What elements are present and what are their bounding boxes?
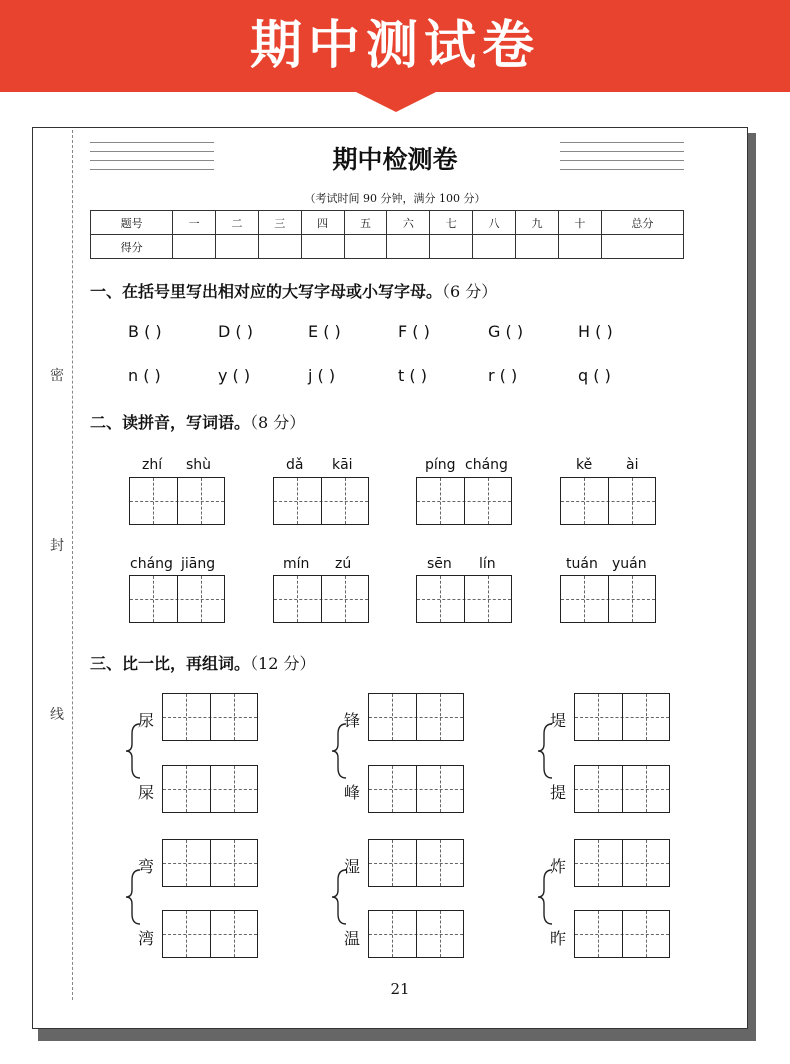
score-cell [258, 235, 301, 259]
letter-item: j ( ) [308, 366, 336, 385]
pinyin-syllable: kāi [332, 457, 353, 473]
score-header-cell: 二 [216, 211, 259, 235]
compare-char: 尿 [138, 711, 155, 730]
section1-title [90, 279, 497, 302]
writing-grid[interactable] [368, 839, 464, 887]
brace-icon [124, 868, 144, 926]
writing-grid[interactable] [560, 477, 656, 525]
score-header-cell: 题号 [91, 211, 173, 235]
brace-icon [330, 868, 350, 926]
score-cell [516, 235, 559, 259]
score-header-cell: 六 [387, 211, 430, 235]
score-table-score-row [91, 235, 684, 259]
section3-title [90, 651, 315, 674]
brace-icon [124, 722, 144, 780]
writing-grid[interactable] [162, 765, 258, 813]
writing-grid[interactable] [162, 693, 258, 741]
score-table-header-row [91, 211, 684, 235]
pinyin-syllable: sēn [427, 556, 452, 572]
section2-title [90, 410, 305, 433]
compare-char: 提 [550, 783, 567, 802]
score-header-cell: 三 [258, 211, 301, 235]
pinyin-syllable: dǎ [286, 457, 304, 473]
compare-char: 温 [344, 929, 361, 948]
compare-char: 堤 [550, 711, 567, 730]
writing-grid[interactable] [574, 839, 670, 887]
margin-char-mi: 密 [50, 368, 64, 384]
pinyin-syllable: píng [425, 457, 456, 473]
pinyin-syllable: jiāng [181, 556, 216, 572]
writing-grid[interactable] [560, 575, 656, 623]
writing-grid[interactable] [162, 910, 258, 958]
pinyin-syllable: lín [479, 556, 496, 572]
pinyin-syllable: ài [626, 457, 639, 473]
writing-grid[interactable] [574, 765, 670, 813]
writing-grid[interactable] [368, 693, 464, 741]
compare-char: 炸 [550, 857, 567, 876]
writing-grid[interactable] [129, 477, 225, 525]
writing-grid[interactable] [368, 765, 464, 813]
letter-item: r ( ) [488, 366, 518, 385]
compare-char: 屎 [138, 783, 155, 802]
score-header-cell: 总分 [601, 211, 683, 235]
margin-char-xian: 线 [50, 707, 64, 723]
score-header-cell: 十 [558, 211, 601, 235]
compare-char: 弯 [138, 857, 155, 876]
exam-info: （考试时间 90 分钟，满分 100 分） [304, 192, 486, 205]
paper-title: 期中检测卷 [332, 145, 458, 174]
letter-item: B ( ) [128, 322, 162, 341]
compare-char: 昨 [550, 929, 567, 948]
score-header-cell: 一 [173, 211, 216, 235]
letter-item: G ( ) [488, 322, 524, 341]
margin-char-feng: 封 [50, 538, 64, 554]
pinyin-syllable: cháng [130, 556, 173, 572]
writing-grid[interactable] [162, 839, 258, 887]
letter-item: t ( ) [398, 366, 427, 385]
section2-title-text: 二、读拼音，写词语。 [90, 413, 251, 432]
score-header-cell: 八 [473, 211, 516, 235]
letter-item: E ( ) [308, 322, 341, 341]
writing-grid[interactable] [129, 575, 225, 623]
pinyin-syllable: kě [576, 457, 593, 473]
score-cell [430, 235, 473, 259]
score-cell [387, 235, 430, 259]
letter-item: D ( ) [218, 322, 253, 341]
brace-icon [330, 722, 350, 780]
score-cell [173, 235, 216, 259]
writing-grid[interactable] [416, 575, 512, 623]
score-cell [558, 235, 601, 259]
writing-grid[interactable] [273, 575, 369, 623]
banner-title: 期中测试卷 [249, 16, 540, 76]
score-header-cell: 五 [344, 211, 387, 235]
banner-arrow [352, 90, 440, 112]
writing-grid[interactable] [368, 910, 464, 958]
compare-char: 湾 [138, 929, 155, 948]
pinyin-syllable: mín [283, 556, 310, 572]
score-cell [301, 235, 344, 259]
score-table [90, 210, 684, 259]
pinyin-syllable: shù [186, 457, 212, 473]
pinyin-syllable: zú [335, 556, 352, 572]
writing-grid[interactable] [273, 477, 369, 525]
section3-points: （12 分） [250, 654, 316, 673]
pinyin-syllable: yuán [612, 556, 647, 572]
letter-item: F ( ) [398, 322, 430, 341]
score-cell [601, 235, 683, 259]
score-header-cell: 七 [430, 211, 473, 235]
letter-item: y ( ) [218, 366, 251, 385]
page-number: 21 [390, 980, 410, 998]
writing-grid[interactable] [574, 910, 670, 958]
compare-char: 湿 [344, 857, 361, 876]
brace-icon [536, 722, 556, 780]
section1-points: （6 分） [442, 282, 498, 301]
score-cell [216, 235, 259, 259]
pinyin-syllable: tuán [566, 556, 598, 572]
letter-item: H ( ) [578, 322, 613, 341]
section1-title-text: 一、在括号里写出相对应的大写字母或小写字母。 [90, 282, 443, 301]
pinyin-syllable: cháng [465, 457, 508, 473]
compare-char: 锋 [344, 711, 361, 730]
section2-points: （8 分） [250, 413, 306, 432]
letter-item: n ( ) [128, 366, 161, 385]
score-cell [344, 235, 387, 259]
binding-line [72, 130, 73, 1000]
brace-icon [536, 868, 556, 926]
score-row-label: 得分 [91, 235, 173, 259]
title-deco-right [560, 142, 684, 170]
writing-grid[interactable] [416, 477, 512, 525]
writing-grid[interactable] [574, 693, 670, 741]
title-deco-left [90, 142, 214, 170]
letter-item: q ( ) [578, 366, 611, 385]
pinyin-syllable: zhí [142, 457, 163, 473]
compare-char: 峰 [344, 783, 361, 802]
section3-title-text: 三、比一比，再组词。 [90, 654, 251, 673]
score-header-cell: 四 [301, 211, 344, 235]
score-header-cell: 九 [516, 211, 559, 235]
score-cell [473, 235, 516, 259]
